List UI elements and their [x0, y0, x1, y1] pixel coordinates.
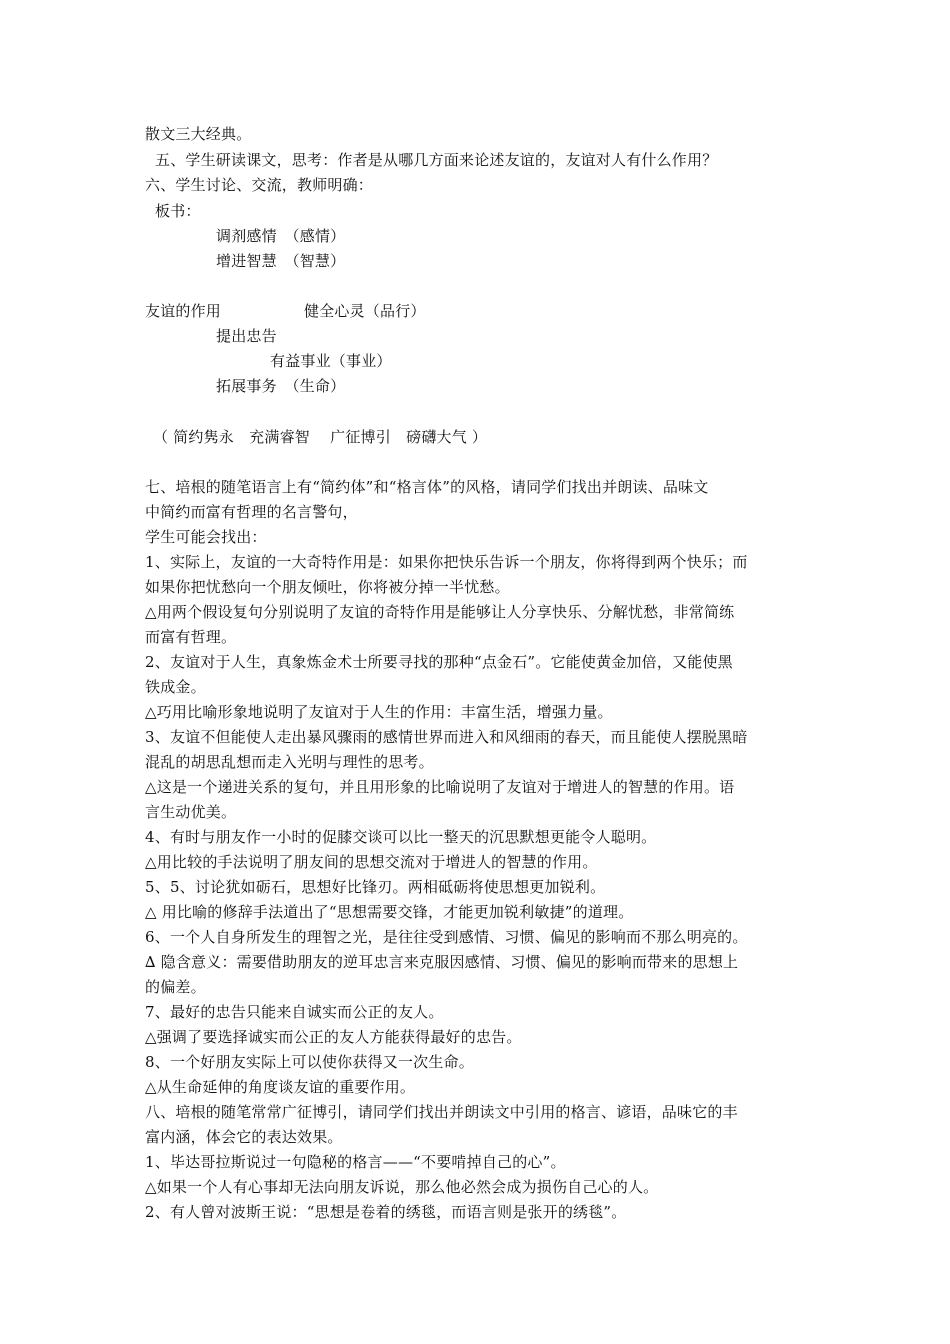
quote-2-a: 2、友谊对于人生，真象炼金术士所要寻找的那种“点金石”。它能使黄金加倍，又能使黑 [145, 653, 733, 671]
board-row-2: 增进智慧 （智慧） [216, 252, 346, 270]
quote-8: 8、一个好朋友实际上可以使你获得又一次生命。 [145, 1053, 474, 1071]
section-8-question-a: 八、培根的随笔常常广征博引，请同学们找出并朗读文中引用的格言、谚语，品味它的丰 [145, 1103, 738, 1121]
citation-1: 1、毕达哥拉斯说过一句隐秘的格言——“不要啃掉自己的心”。 [145, 1153, 566, 1171]
quote-5: 5、5、讨论犹如砺石，思想好比锋刃。两相砥砺将使思想更加锐利。 [145, 878, 606, 896]
section-7-intro: 学生可能会找出： [145, 528, 267, 546]
quote-4: 4、有时与朋友作一小时的促膝交谈可以比一整天的沉思默想更能令人聪明。 [145, 828, 657, 846]
section-8-question-b: 富内涵，体会它的表达效果。 [145, 1128, 343, 1146]
note-1-b: 而富有哲理。 [145, 628, 237, 646]
quote-3-a: 3、友谊不但能使人走出暴风骤雨的感情世界而进入和风细雨的春天，而且能使人摆脱黑暗 [145, 728, 748, 746]
board-summary: （ 简约隽永 充满睿智 广征博引 磅礴大气 ） [153, 428, 488, 446]
board-row-4: 提出忠告 [216, 327, 277, 345]
quote-1-a: 1、实际上，友谊的一大奇特作用是：如果你把快乐告诉一个朋友，你将得到两个快乐；而 [145, 553, 748, 571]
citation-2: 2、有人曾对波斯王说：“思想是卷着的绣毯，而语言则是张开的绣毯”。 [145, 1203, 627, 1221]
note-6-a: ∆ 隐含意义：需要借助朋友的逆耳忠言来克服因感情、习惯、偏见的影响而带来的思想上 [145, 953, 739, 971]
quote-3-b: 混乱的胡思乱想而走入光明与理性的思考。 [145, 753, 434, 771]
note-8: △从生命延伸的角度谈友谊的重要作用。 [145, 1078, 416, 1096]
board-row-1: 调剂感情 （感情） [216, 227, 346, 245]
section-7-question-b: 中简约而富有哲理的名言警句， [145, 503, 358, 521]
note-6-b: 的偏差。 [145, 978, 206, 996]
board-row-5: 有益事业（事业） [270, 352, 392, 370]
quote-7: 7、最好的忠告只能来自诚实而公正的友人。 [145, 1003, 444, 1021]
note-5: △ 用比喻的修辞手法道出了“思想需要交锋，才能更加锐利敏捷”的道理。 [145, 903, 634, 921]
note-3-a: △这是一个递进关系的复句，并且用形象的比喻说明了友谊对于增进人的智慧的作用。语 [145, 778, 735, 796]
quote-6: 6、一个人自身所发生的理智之光，是往往受到感情、习惯、偏见的影响而不那么明亮的。 [145, 928, 748, 946]
section-7-question-a: 七、培根的随笔语言上有“简约体”和“格言体”的风格，请同学们找出并朗读、品味文 [145, 478, 709, 496]
quote-1-b: 如果你把忧愁向一个朋友倾吐，你将被分掉一半忧愁。 [145, 578, 510, 596]
section-6-heading: 六、学生讨论、交流，教师明确： [145, 176, 374, 194]
note-3-b: 言生动优美。 [145, 803, 237, 821]
board-heading: 板书： [155, 202, 201, 220]
note-2: △巧用比喻形象地说明了友谊对于人生的作用：丰富生活，增强力量。 [145, 703, 613, 721]
citation-note-1: △如果一个人有心事却无法向朋友诉说，那么他必然会成为损伤自己心的人。 [145, 1178, 659, 1196]
board-row-3: 健全心灵（品行） [304, 302, 426, 320]
note-7: △强调了要选择诚实而公正的友人方能获得最好的忠告。 [145, 1028, 522, 1046]
section-5-question: 五、学生研读课文，思考：作者是从哪几方面来论述友谊的，友谊对人有什么作用？ [155, 151, 718, 169]
quote-2-b: 铁成金。 [145, 678, 206, 696]
note-1-a: △用两个假设复句分别说明了友谊的奇特作用是能够让人分享快乐、分解忧愁，非常简练 [145, 603, 735, 621]
note-4: △用比较的手法说明了朋友间的思想交流对于增进人的智慧的作用。 [145, 853, 598, 871]
board-row-6: 拓展事务 （生命） [216, 377, 346, 395]
board-label: 友谊的作用 [145, 302, 222, 320]
intro-line-1: 散文三大经典。 [145, 125, 252, 143]
